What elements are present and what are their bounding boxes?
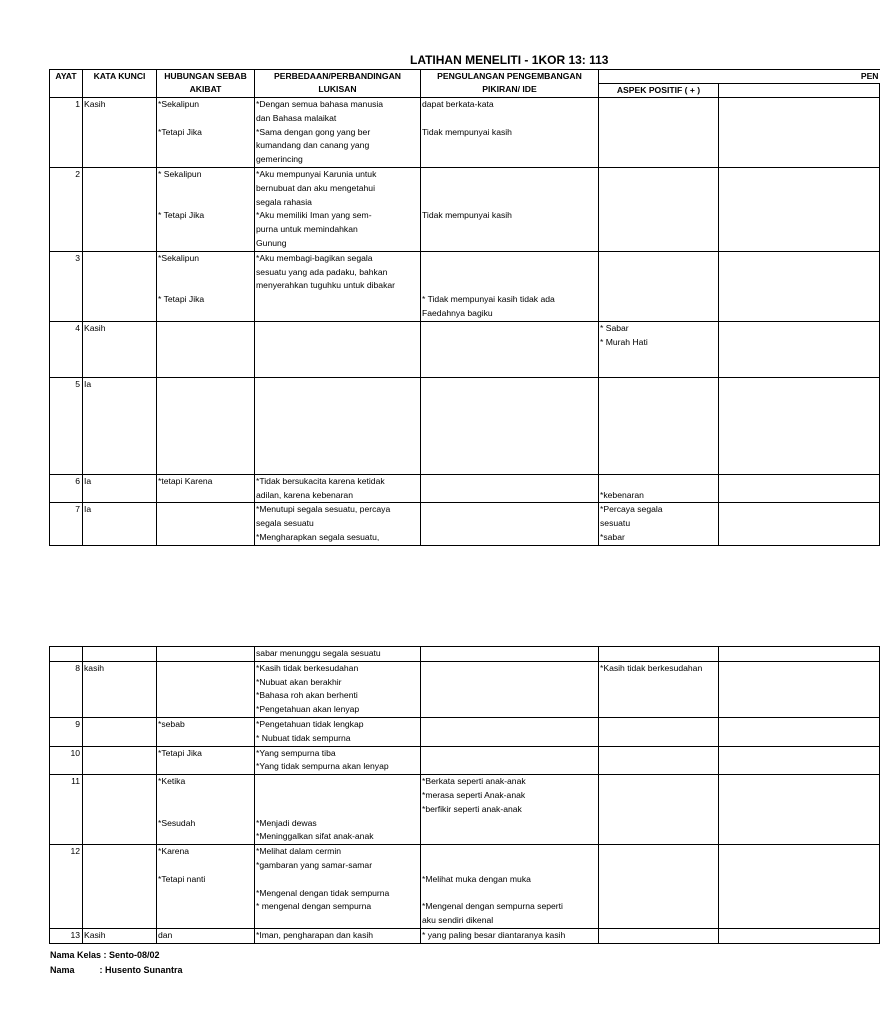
cell-hubungan	[157, 717, 255, 746]
cell-perbedaan	[255, 746, 421, 775]
cell-perbedaan	[255, 647, 421, 662]
table-row	[50, 321, 880, 377]
cell-hubungan	[157, 775, 255, 845]
cell-hidden	[719, 775, 880, 845]
cell-hidden	[719, 167, 880, 251]
cell-perbedaan	[255, 845, 421, 929]
cell-aspek-positif	[599, 845, 719, 929]
table-row	[50, 647, 880, 662]
cell-pengulangan-line	[422, 182, 597, 196]
cell-hubungan-line	[158, 789, 253, 803]
footer-nama-label: Nama	[50, 965, 75, 975]
cell-hidden	[719, 717, 880, 746]
cell-perbedaan-line: bernubuat dan aku mengetahui	[256, 182, 375, 193]
cell-aspek-positif	[599, 503, 719, 545]
cell-pengulangan-line	[422, 830, 597, 844]
cell-kata-kunci	[83, 746, 157, 775]
cell-pengulangan	[421, 321, 599, 377]
cell-kata-kunci: kasih	[83, 661, 157, 717]
cell-ayat: 2	[50, 167, 83, 251]
cell-perbedaan	[255, 775, 421, 845]
cell-pengulangan-line	[422, 817, 597, 831]
cell-perbedaan-line	[256, 307, 419, 321]
cell-pengulangan-line: dapat berkata-kata	[422, 99, 494, 109]
footer-nama-value: : Husento Sunantra	[99, 965, 183, 975]
cell-perbedaan-line: *Mengenal dengan tidak sempurna	[256, 887, 390, 898]
cell-pengulangan-line: Tidak mempunyai kasih	[422, 210, 512, 221]
cell-perbedaan-line: dan Bahasa malaikat	[256, 112, 337, 123]
cell-hubungan	[157, 251, 255, 321]
cell-perbedaan-line: *Bahasa roh akan berhenti	[256, 690, 358, 701]
cell-perbedaan-line: * mengenal dengan sempurna	[256, 901, 372, 912]
header-penerapan: PEN	[599, 70, 880, 84]
cell-perbedaan	[255, 474, 421, 503]
cell-hubungan-line: *Sekalipun	[158, 99, 200, 109]
cell-hubungan-line: *sebab	[158, 718, 185, 729]
table-row	[50, 98, 880, 168]
cell-hubungan-line: * Sekalipun	[158, 168, 202, 179]
footer-nama	[50, 965, 183, 975]
cell-perbedaan-line: *Kasih tidak berkesudahan	[256, 662, 359, 673]
cell-perbedaan-line: *Aku memiliki Iman yang sem-	[256, 210, 372, 221]
cell-hidden	[719, 661, 880, 717]
cell-aspek-positif-line: * Sabar	[600, 322, 629, 333]
cell-hubungan-line	[158, 112, 253, 126]
cell-hubungan	[157, 845, 255, 929]
cell-perbedaan-line	[256, 775, 419, 789]
cell-perbedaan-line: *Menutupi segala sesuatu, percaya	[256, 504, 391, 515]
table-row	[50, 746, 880, 775]
cell-perbedaan-line: purna untuk memindahkan	[256, 224, 358, 235]
table-row	[50, 845, 880, 929]
cell-hubungan-line	[158, 914, 253, 928]
table-row	[50, 661, 880, 717]
cell-kata-kunci: Kasih	[83, 929, 157, 944]
footer-kelas: Nama Kelas : Sento-08/02	[50, 950, 160, 960]
cell-aspek-positif	[599, 98, 719, 168]
cell-hubungan	[157, 647, 255, 662]
cell-aspek-positif	[599, 321, 719, 377]
cell-perbedaan-line: *Nubuat akan berakhir	[256, 676, 342, 687]
table-row	[50, 167, 880, 251]
cell-perbedaan	[255, 98, 421, 168]
cell-hubungan-line: dan	[158, 930, 173, 941]
cell-hubungan-line	[158, 830, 253, 844]
cell-perbedaan-line: *Melihat dalam cermin	[256, 846, 342, 857]
cell-aspek-positif-line: sesuatu	[600, 518, 631, 529]
table-row	[50, 377, 880, 474]
cell-hubungan	[157, 321, 255, 377]
cell-perbedaan	[255, 717, 421, 746]
cell-ayat: 9	[50, 717, 83, 746]
cell-hubungan-line: * Tetapi Jika	[158, 294, 205, 305]
cell-pengulangan-line	[422, 859, 597, 873]
cell-perbedaan	[255, 929, 421, 944]
table-row	[50, 775, 880, 845]
cell-hubungan-line	[158, 307, 253, 321]
cell-perbedaan-line: kumandang dan canang yang	[256, 140, 370, 151]
cell-pengulangan-line: *Melihat muka dengan muka	[422, 873, 531, 884]
cell-pengulangan-line: Faedahnya bagiku	[422, 307, 493, 318]
cell-hubungan-line	[158, 900, 253, 914]
cell-hidden	[719, 321, 880, 377]
cell-pengulangan	[421, 929, 599, 944]
cell-aspek-positif	[599, 474, 719, 503]
cell-hidden	[719, 474, 880, 503]
cell-pengulangan-line	[422, 139, 597, 153]
cell-perbedaan-line: *Aku membagi-bagikan segala	[256, 252, 373, 263]
cell-aspek-positif	[599, 251, 719, 321]
header-aspek-positif: ASPEK POSITIF ( + )	[599, 84, 719, 98]
cell-ayat: 3	[50, 251, 83, 321]
worksheet-table-part-2	[49, 646, 768, 944]
cell-kata-kunci: Ia	[83, 377, 157, 474]
cell-kata-kunci: Kasih	[83, 98, 157, 168]
cell-kata-kunci	[83, 167, 157, 251]
cell-pengulangan-line	[422, 237, 597, 251]
cell-hubungan-line: *Karena	[158, 846, 190, 857]
cell-hubungan	[157, 503, 255, 545]
cell-pengulangan-line	[422, 252, 597, 266]
cell-ayat: 12	[50, 845, 83, 929]
cell-hubungan-line	[158, 803, 253, 817]
cell-kata-kunci: Ia	[83, 503, 157, 545]
cell-pengulangan-line	[422, 168, 597, 182]
header-kata-kunci: KATA KUNCI	[83, 70, 157, 98]
cell-ayat: 10	[50, 746, 83, 775]
cell-perbedaan-line	[256, 803, 419, 817]
cell-hubungan-line	[158, 196, 253, 210]
cell-perbedaan-line	[256, 873, 419, 887]
cell-perbedaan	[255, 167, 421, 251]
cell-pengulangan-line	[422, 266, 597, 280]
cell-ayat	[50, 647, 83, 662]
cell-hubungan	[157, 474, 255, 503]
header-pengulangan: PENGULANGAN PENGEMBANGAN PIKIRAN/ IDE	[421, 70, 599, 98]
cell-perbedaan-line: *Iman, pengharapan dan kasih	[256, 930, 374, 941]
cell-aspek-positif-line: * Murah Hati	[600, 336, 648, 347]
cell-hubungan-line	[158, 279, 253, 293]
cell-aspek-positif	[599, 661, 719, 717]
cell-perbedaan-line: *Pengetahuan tidak lengkap	[256, 718, 364, 729]
cell-ayat: 7	[50, 503, 83, 545]
cell-hubungan-line	[158, 237, 253, 251]
cell-perbedaan-line: *Pengetahuan akan lenyap	[256, 704, 360, 715]
cell-ayat: 1	[50, 98, 83, 168]
cell-perbedaan	[255, 661, 421, 717]
cell-pengulangan-line	[422, 223, 597, 237]
cell-perbedaan-line	[256, 914, 419, 928]
cell-hubungan-line	[158, 266, 253, 280]
cell-hubungan	[157, 98, 255, 168]
cell-hubungan-line	[158, 859, 253, 873]
cell-hubungan-line: *tetapi Karena	[158, 475, 213, 486]
cell-pengulangan-line: *merasa seperti Anak-anak	[422, 789, 526, 800]
cell-perbedaan-line: menyerahkan tuguhku untuk dibakar	[256, 280, 396, 291]
cell-perbedaan-line: sabar menunggu segala sesuatu	[256, 648, 381, 658]
cell-perbedaan-line: * Nubuat tidak sempurna	[256, 732, 351, 743]
cell-aspek-positif	[599, 775, 719, 845]
cell-ayat: 11	[50, 775, 83, 845]
cell-kata-kunci	[83, 647, 157, 662]
cell-pengulangan-line: * yang paling besar diantaranya kasih	[422, 930, 566, 941]
cell-pengulangan	[421, 661, 599, 717]
cell-pengulangan	[421, 503, 599, 545]
cell-aspek-positif	[599, 717, 719, 746]
cell-perbedaan-line: *Menjadi dewas	[256, 817, 317, 828]
cell-perbedaan-line	[256, 789, 419, 803]
cell-kata-kunci: Kasih	[83, 321, 157, 377]
cell-ayat: 5	[50, 377, 83, 474]
cell-hidden	[719, 647, 880, 662]
cell-hubungan-line: *Tetapi Jika	[158, 126, 202, 137]
cell-pengulangan	[421, 474, 599, 503]
worksheet-table-part-1	[49, 69, 879, 546]
cell-pengulangan-line	[422, 153, 597, 167]
cell-pengulangan	[421, 251, 599, 321]
cell-hubungan-line: *Sekalipun	[158, 252, 200, 263]
cell-hidden	[719, 503, 880, 545]
cell-hubungan-line: *Tetapi Jika	[158, 747, 202, 758]
cell-aspek-positif	[599, 746, 719, 775]
cell-aspek-positif-line: *Percaya segala	[600, 504, 663, 515]
cell-hubungan-line: *Tetapi nanti	[158, 873, 206, 884]
cell-aspek-positif-line: *sabar	[600, 531, 625, 542]
cell-pengulangan-line: * Tidak mempunyai kasih tidak ada	[422, 294, 555, 305]
cell-hidden	[719, 377, 880, 474]
cell-perbedaan-line: adilan, karena kebenaran	[256, 489, 353, 500]
cell-hubungan-line	[158, 223, 253, 237]
cell-perbedaan-line: Gunung	[256, 237, 287, 248]
cell-hidden	[719, 251, 880, 321]
cell-hubungan-line	[158, 182, 253, 196]
cell-pengulangan	[421, 775, 599, 845]
cell-perbedaan-line: sesuatu yang ada padaku, bahkan	[256, 266, 388, 277]
cell-pengulangan-line: *berfikir seperti anak-anak	[422, 803, 522, 814]
cell-hubungan	[157, 167, 255, 251]
header-ayat: AYAT	[50, 70, 83, 98]
cell-pengulangan	[421, 717, 599, 746]
cell-perbedaan-line: *Yang tidak sempurna akan lenyap	[256, 761, 389, 772]
cell-kata-kunci	[83, 775, 157, 845]
cell-pengulangan-line	[422, 279, 597, 293]
cell-pengulangan-line: aku sendiri dikenal	[422, 915, 494, 926]
cell-hubungan	[157, 377, 255, 474]
cell-aspek-positif	[599, 929, 719, 944]
cell-pengulangan	[421, 845, 599, 929]
cell-hidden	[719, 98, 880, 168]
cell-perbedaan-line: gemerincing	[256, 154, 303, 165]
table-row	[50, 251, 880, 321]
cell-perbedaan-line: *Tidak bersukacita karena ketidak	[256, 475, 385, 486]
cell-hubungan-line: *Ketika	[158, 776, 186, 787]
cell-pengulangan-line: *Berkata seperti anak-anak	[422, 776, 526, 787]
sheet-title: LATIHAN MENELITI - 1KOR 13: 113	[410, 53, 609, 67]
cell-hubungan-line	[158, 887, 253, 901]
cell-hidden	[719, 746, 880, 775]
cell-kata-kunci	[83, 845, 157, 929]
cell-hubungan	[157, 929, 255, 944]
cell-perbedaan-line: *Meninggalkan sifat anak-anak	[256, 831, 374, 842]
header-perbedaan: PERBEDAAN/PERBANDINGAN LUKISAN	[255, 70, 421, 98]
cell-aspek-positif	[599, 167, 719, 251]
cell-perbedaan	[255, 321, 421, 377]
cell-hidden	[719, 929, 880, 944]
cell-hubungan-line	[158, 153, 253, 167]
cell-kata-kunci: Ia	[83, 474, 157, 503]
cell-perbedaan	[255, 377, 421, 474]
cell-aspek-positif	[599, 377, 719, 474]
header-hidden	[719, 84, 880, 98]
cell-perbedaan-line: *Yang sempurna tiba	[256, 747, 336, 758]
cell-hidden	[719, 845, 880, 929]
cell-perbedaan-line: segala rahasia	[256, 196, 312, 207]
cell-ayat: 6	[50, 474, 83, 503]
cell-aspek-positif-line: *Kasih tidak berkesudahan	[600, 662, 703, 673]
table-row	[50, 503, 880, 545]
table-row	[50, 929, 880, 944]
cell-perbedaan-line: segala sesuatu	[256, 518, 314, 529]
cell-hubungan	[157, 746, 255, 775]
cell-pengulangan	[421, 98, 599, 168]
cell-hubungan-line: *Sesudah	[158, 817, 196, 828]
cell-perbedaan-line: *Sama dengan gong yang ber	[256, 126, 371, 137]
cell-ayat: 4	[50, 321, 83, 377]
header-hubungan-sebab-akibat: HUBUNGAN SEBAB AKIBAT	[157, 70, 255, 98]
cell-pengulangan-line	[422, 887, 597, 901]
cell-pengulangan-line: *Mengenal dengan sempurna seperti	[422, 901, 563, 912]
cell-pengulangan	[421, 746, 599, 775]
cell-kata-kunci	[83, 251, 157, 321]
cell-pengulangan-line	[422, 196, 597, 210]
cell-aspek-positif-line	[600, 475, 717, 489]
cell-pengulangan-line	[422, 845, 597, 859]
cell-perbedaan-line: *Mengharapkan segala sesuatu,	[256, 531, 380, 542]
cell-hubungan-line: * Tetapi Jika	[158, 210, 205, 221]
table-row	[50, 717, 880, 746]
cell-perbedaan	[255, 503, 421, 545]
cell-perbedaan-line	[256, 293, 419, 307]
cell-pengulangan-line: Tidak mempunyai kasih	[422, 126, 512, 137]
cell-perbedaan-line: *Aku mempunyai Karunia untuk	[256, 168, 377, 179]
cell-pengulangan	[421, 377, 599, 474]
cell-hubungan-line	[158, 139, 253, 153]
cell-perbedaan	[255, 251, 421, 321]
cell-pengulangan	[421, 647, 599, 662]
cell-perbedaan-line: *Dengan semua bahasa manusia	[256, 99, 384, 109]
cell-pengulangan-line	[422, 112, 597, 126]
cell-perbedaan-line: *gambaran yang samar-samar	[256, 859, 373, 870]
cell-aspek-positif	[599, 647, 719, 662]
cell-hubungan	[157, 661, 255, 717]
table-row	[50, 474, 880, 503]
cell-kata-kunci	[83, 717, 157, 746]
cell-ayat: 8	[50, 661, 83, 717]
cell-pengulangan	[421, 167, 599, 251]
cell-aspek-positif-line: *kebenaran	[600, 489, 644, 500]
cell-ayat: 13	[50, 929, 83, 944]
